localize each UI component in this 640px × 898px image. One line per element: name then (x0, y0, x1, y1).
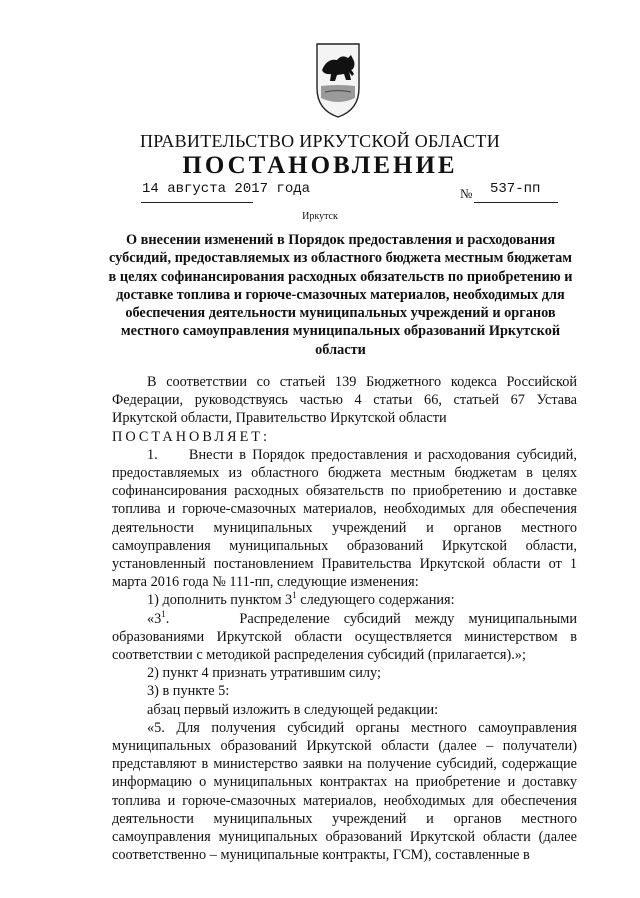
superscript-3-1: 1 (161, 608, 166, 619)
coat-of-arms-icon (313, 40, 363, 120)
subitem-3-paragraph: 3) в пункте 5: (147, 683, 230, 700)
document-type: ПОСТАНОВЛЕНИЕ (182, 152, 458, 179)
number-underline (474, 202, 558, 203)
subitem-1-paragraph (112, 591, 577, 609)
document-title: О внесении изменений в Порядок предоставления и расходования субсидий, предоставляемых из областного бюджета местным бюджетам в целях софинансирования расходных обязательств по приобретению и доставке топлива и горюче-смазочных материалов, необходимых для обеспечения деятельности муниципальных учреждений и органов местного самоуправления муниципальных образований Иркутской области (108, 232, 573, 358)
decree-heading: ПОСТАНОВЛЯЕТ: (112, 428, 271, 445)
document-number: 537-пп (490, 181, 541, 197)
subitem-1-text: 1) дополнить пунктом 3 (147, 592, 293, 609)
quote-5-paragraph: «5. Для получения субсидий органы местного самоуправления муниципальных образований Иркутской области (далее – получатели) представляют в министерство заявки на получение субсидий, содержащие информацию о муниципальных контрактах на приобретение и доставку топлива и горюче-смазочных материалов, необходимых для обеспечения деятельности муниципальных учреждений и органов местного самоуправления муниципальных образований Иркутской области (далее соответственно – муниципальные контракты, ГСМ), составленные в (112, 719, 577, 864)
document-body (112, 373, 577, 864)
number-sign: № (460, 186, 473, 201)
subitem-1-text-end: следующего содержания: (296, 592, 455, 609)
government-name: ПРАВИТЕЛЬСТВО ИРКУТСКОЙ ОБЛАСТИ (139, 131, 501, 151)
item-1-paragraph: 1. Внести в Порядок предоставления и расходования субсидий, предоставляемых из областного бюджета местным бюджетам в целях софинансирования расходных обязательств по приобретению и доставке топлива и горюче-смазочных материалов, необходимых для обеспечения деятельности муниципальных учреждений и органов местного самоуправления муниципальных образований Иркутской области, установленный постановлением Правительства Иркутской области от 1 марта 2016 года № 111-пп, следующие изменения: (112, 446, 577, 591)
preamble-paragraph: В соответствии со статьей 139 Бюджетного кодекса Российской Федерации, руководствуясь частью 4 статьи 66, статьей 67 Устава Иркутской области, Правительство Иркутской области (112, 374, 577, 427)
city-name: Иркутск (302, 211, 338, 222)
subitem-2-paragraph: 2) пункт 4 признать утратившим силу; (147, 665, 381, 682)
quote-3-1-paragraph (112, 610, 577, 665)
document-date: 14 августа 2017 года (142, 181, 311, 197)
quote-3-1-text: . Распределение субсидий между муниципальными образованиями Иркутской области осуществляется министерством в соответствии с методикой распределения субсидий (прилагается).»; (112, 610, 577, 664)
quote-3-1-start: «3 (147, 610, 162, 627)
superscript-1: 1 (292, 590, 297, 601)
date-underline (141, 202, 253, 203)
subitem-3-a-paragraph: абзац первый изложить в следующей редакции: (147, 701, 439, 718)
